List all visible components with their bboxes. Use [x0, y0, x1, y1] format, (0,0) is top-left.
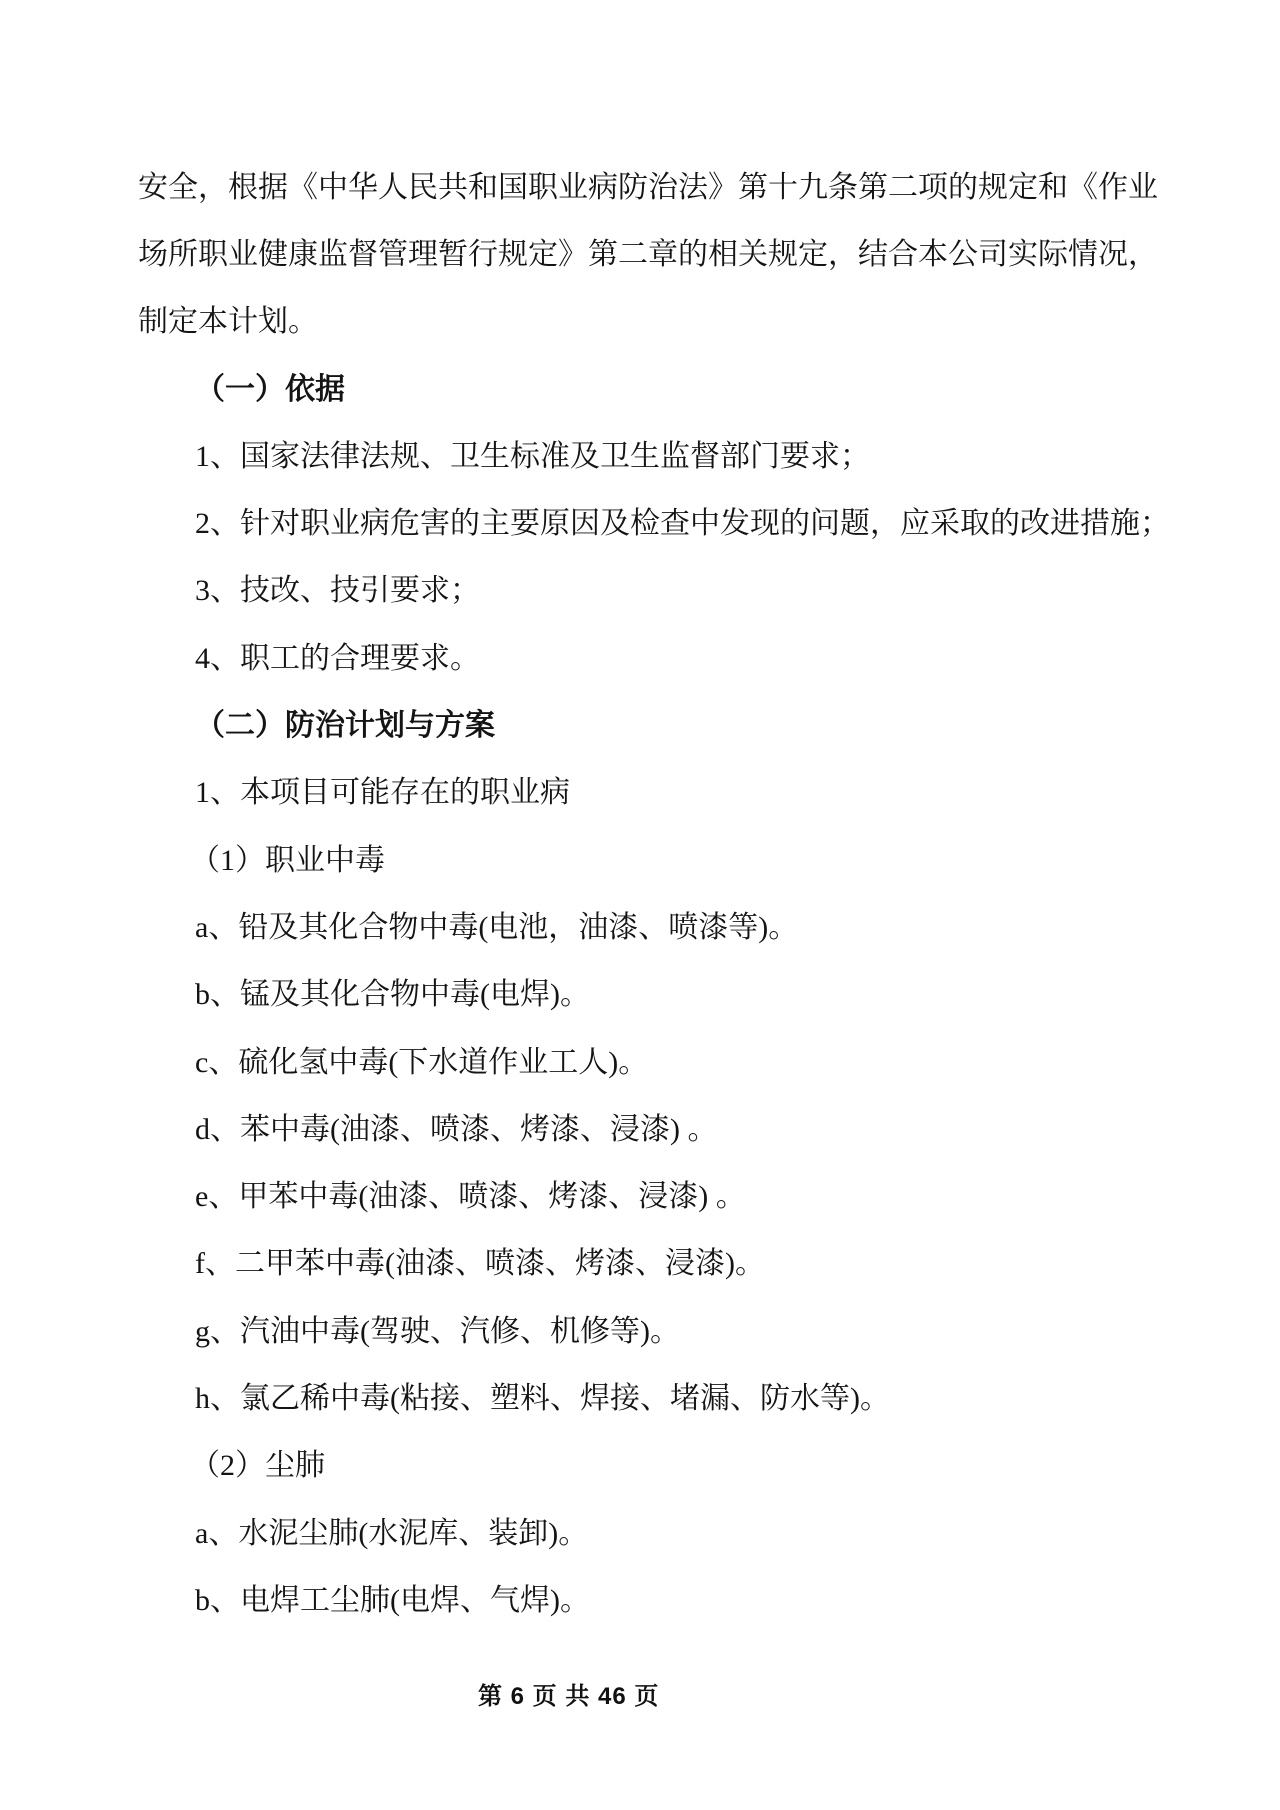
section-heading-plan: （二）防治计划与方案: [195, 709, 495, 743]
list-item: 3、技改、技引要求；: [195, 574, 480, 608]
list-item: a、水泥尘肺(水泥库、装卸)。: [195, 1516, 589, 1550]
page-number-footer: 第 6 页 共 46 页: [478, 1683, 660, 1710]
document-body: [138, 150, 1170, 1631]
section-heading-basis: （一）依据: [195, 372, 345, 406]
list-item: e、甲苯中毒(油漆、喷漆、烤漆、浸漆) 。: [195, 1180, 746, 1214]
subsection-heading-poisoning: （1）职业中毒: [190, 843, 385, 877]
paragraph-line: 安全，根据《中华人民共和国职业病防治法》第十九条第二项的规定和《作业: [138, 170, 1158, 204]
list-item: d、苯中毒(油漆、喷漆、烤漆、浸漆) 。: [195, 1112, 718, 1146]
list-item: b、锰及其化合物中毒(电焊)。: [195, 978, 590, 1012]
list-item: h、氯乙稀中毒(粘接、塑料、焊接、堵漏、防水等)。: [195, 1381, 890, 1415]
list-item: f、二甲苯中毒(油漆、喷漆、烤漆、浸漆)。: [195, 1247, 765, 1281]
subsection-heading-pneumoconiosis: （2）尘肺: [190, 1449, 325, 1483]
list-item: c、硫化氢中毒(下水道作业工人)。: [195, 1045, 649, 1079]
list-item: 1、本项目可能存在的职业病: [195, 776, 570, 810]
list-item: b、电焊工尘肺(电焊、气焊)。: [195, 1583, 590, 1617]
list-item: a、铅及其化合物中毒(电池，油漆、喷漆等)。: [195, 910, 799, 944]
paragraph-line: 场所职业健康监督管理暂行规定》第二章的相关规定，结合本公司实际情况，: [138, 237, 1158, 271]
list-item: 1、国家法律法规、卫生标准及卫生监督部门要求；: [195, 439, 870, 473]
paragraph-line: 制定本计划。: [138, 305, 318, 339]
list-item: 2、针对职业病危害的主要原因及检查中发现的问题，应采取的改进措施；: [195, 507, 1170, 541]
list-item: 4、职工的合理要求。: [195, 641, 480, 675]
list-item: g、汽油中毒(驾驶、汽修、机修等)。: [195, 1314, 680, 1348]
